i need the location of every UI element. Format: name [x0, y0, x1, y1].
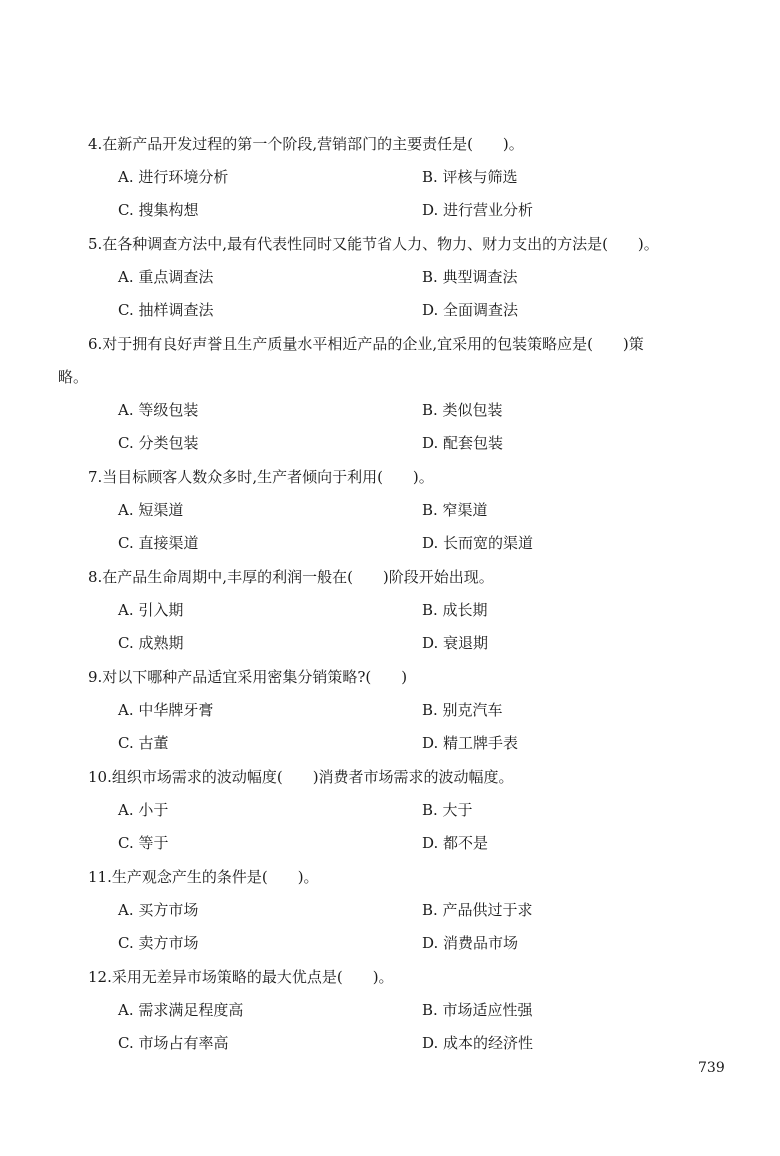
question-9-option-d: D. 精工牌手表 [422, 734, 519, 752]
question-10-option-c: C. 等于 [118, 834, 169, 852]
question-11-option-c: C. 卖方市场 [118, 934, 199, 952]
question-5-stem: 5.在各种调查方法中,最有代表性同时又能节省人力、物力、财力支出的方法是( )。 [88, 235, 659, 253]
question-12-option-a: A. 需求满足程度高 [118, 1001, 244, 1019]
question-6-stem-line-1: 6.对于拥有良好声誉且生产质量水平相近产品的企业,宜采用的包装策略应是( )策 [88, 335, 644, 353]
question-7-option-a: A. 短渠道 [118, 501, 184, 519]
question-7-option-d: D. 长而宽的渠道 [422, 534, 534, 552]
question-5-option-b: B. 典型调查法 [422, 268, 518, 286]
question-4-option-d: D. 进行营业分析 [422, 201, 534, 219]
question-8-option-b: B. 成长期 [422, 601, 488, 619]
question-9-stem: 9.对以下哪种产品适宜采用密集分销策略?( ) [88, 668, 408, 686]
question-12-option-d: D. 成本的经济性 [422, 1034, 534, 1052]
question-4-option-c: C. 搜集构想 [118, 201, 199, 219]
question-11-option-b: B. 产品供过于求 [422, 901, 533, 919]
question-6-option-d: D. 配套包装 [422, 434, 504, 452]
question-5-option-a: A. 重点调查法 [118, 268, 214, 286]
question-5-option-c: C. 抽样调查法 [118, 301, 214, 319]
question-7-option-c: C. 直接渠道 [118, 534, 199, 552]
question-6-stem [58, 334, 738, 387]
question-12-stem: 12.采用无差异市场策略的最大优点是( )。 [88, 968, 394, 986]
question-4-stem: 4.在新产品开发过程的第一个阶段,营销部门的主要责任是( )。 [88, 135, 524, 153]
question-4-option-b: B. 评核与筛选 [422, 168, 518, 186]
question-10-option-d: D. 都不是 [422, 834, 489, 852]
question-8-stem: 8.在产品生命周期中,丰厚的利润一般在( )阶段开始出现。 [88, 568, 494, 586]
question-8-option-d: D. 衰退期 [422, 634, 489, 652]
question-6-stem-line-2: 略。 [58, 368, 89, 386]
question-12-option-b: B. 市场适应性强 [422, 1001, 533, 1019]
question-5-option-d: D. 全面调查法 [422, 301, 519, 319]
question-6-option-b: B. 类似包装 [422, 401, 503, 419]
question-6-option-c: C. 分类包装 [118, 434, 199, 452]
question-10-stem: 10.组织市场需求的波动幅度( )消费者市场需求的波动幅度。 [88, 768, 514, 786]
question-9-option-b: B. 别克汽车 [422, 701, 503, 719]
question-7-stem: 7.当目标顾客人数众多时,生产者倾向于利用( )。 [88, 468, 434, 486]
question-9-option-c: C. 古董 [118, 734, 169, 752]
question-11-option-d: D. 消费品市场 [422, 934, 519, 952]
question-7-option-b: B. 窄渠道 [422, 501, 488, 519]
question-11-option-a: A. 买方市场 [118, 901, 199, 919]
page-number: 739 [698, 1060, 725, 1076]
question-8-option-c: C. 成熟期 [118, 634, 184, 652]
question-9-option-a: A. 中华牌牙膏 [118, 701, 214, 719]
question-12-option-c: C. 市场占有率高 [118, 1034, 229, 1052]
question-8-option-a: A. 引入期 [118, 601, 184, 619]
question-10-option-b: B. 大于 [422, 801, 473, 819]
question-11-stem: 11.生产观念产生的条件是( )。 [88, 868, 319, 886]
question-10-option-a: A. 小于 [118, 801, 169, 819]
question-6-option-a: A. 等级包装 [118, 401, 199, 419]
question-4-option-a: A. 进行环境分析 [118, 168, 229, 186]
